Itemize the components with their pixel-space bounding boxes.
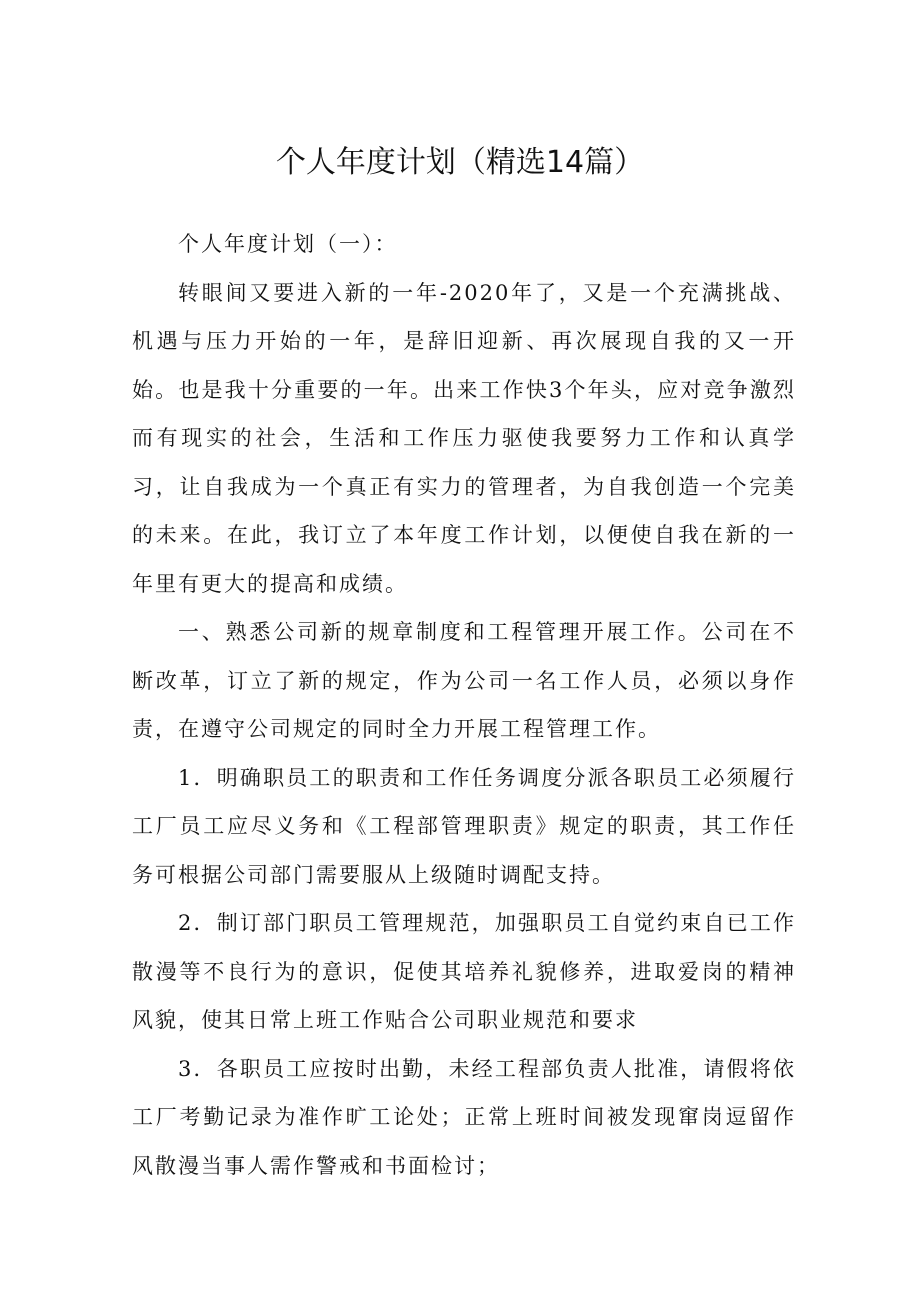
paragraph-item-2: 2．制订部门职员工管理规范，加强职员工自觉约束自已工作散漫等不良行为的意识，促使其培养礼貌修养，进取爱岗的精神风貌，使其日常上班工作贴合公司职业规范和要求 [132, 911, 796, 1032]
paragraph-intro: 转眼间又要进入新的一年-2020年了，又是一个充满挑战、机遇与压力开始的一年，是辞旧迎新、再次展现自我的又一开始。也是我十分重要的一年。出来工作快3个年头，应对竞争激烈而有现实的社会，生活和工作压力驱使我要努力工作和认真学习，让自我成为一个真正有实力的管理者，为自我创造一个完美的未来。在此，我订立了本年度工作计划，以便使自我在新的一年里有更大的提高和成绩。 [132, 280, 796, 596]
paragraph-item-1: 1．明确职员工的职责和工作任务调度分派各职员工必须履行工厂员工应尽义务和《工程部管理职责》规定的职责，其工作任务可根据公司部门需要服从上级随时调配支持。 [132, 765, 796, 887]
section-heading: 个人年度计划（一）： [178, 232, 398, 256]
document-body [132, 220, 796, 1190]
document-title: 个人年度计划（精选14篇） [275, 145, 645, 180]
paragraph-point-one: 一、熟悉公司新的规章制度和工程管理开展工作。公司在不断改革，订立了新的规定，作为公司一名工作人员，必须以身作责，在遵守公司规定的同时全力开展工程管理工作。 [132, 620, 796, 741]
paragraph-item-3: 3．各职员工应按时出勤，未经工程部负责人批准，请假将依工厂考勤记录为准作旷工论处；正常上班时间被发现窜岗逗留作风散漫当事人需作警戒和书面检讨； [132, 1056, 796, 1178]
